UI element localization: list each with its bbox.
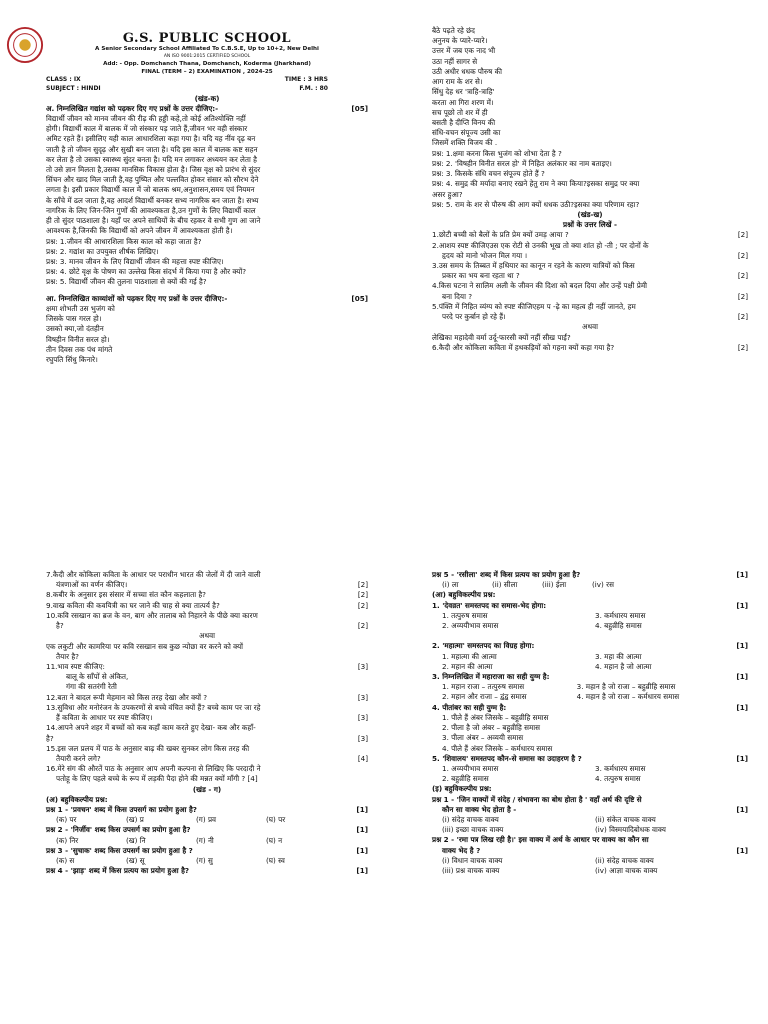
question-row: 12.बता ने बादल रूपी मेहमान को किस तरह देखा और क्यों ? [3] [46,692,368,702]
section-kha-heading: प्रश्नों के उत्तर लिखें - [562,220,617,230]
page-2 [384,0,768,512]
question-row: 7.कैदी और कोकिला कविता के आधार पर पराधीन भारत की जेलों में दी जाने वाली [46,570,261,579]
school-address: Add: - Opp. Domchanch Thana, Domchanch, Koderma (Jharkhand) [103,60,311,67]
mcq-heading: (अ) बहुविकल्पीय प्रश्न: [46,794,108,804]
question-row: परदे पर कुर्बान हो रहे हैं। [2] [442,312,748,322]
question: प्रश्न: 2. 'विषहीन विनीत सरल हो' में निहित अलंकार का नाम बताइए। [432,158,612,168]
question-row: 4.किस घटना ने सालिम अली के जीवन की दिशा को बदल दिया और उन्हें पक्षी प्रेमी [432,281,647,291]
mcq-block: प्रश्न 1 - 'प्रवचन' शब्द में किस उपसर्ग का प्रयोग हुआ है? [1] (क) पर (ख) प्र (ग) प्रव (घ) पर प्रश्न 2 - 'निर्जीव' शब्द किस उपसर्ग का प्रयोग हुआ है? [1] (क) निर (ख) नि (ग) नी (घ) न प्रश्न 3 - 'सुचाक' शब्द किस उपसर्ग का प्रयोग हुआ है ? [1] (क) स (ख) सू (ग) सु (घ) स्व प्रश्न 4 - 'झाड़' शब्द में किस प्रत्यय का प्रयोग हुआ है? [1] [46,805,368,876]
question: असर हुआ? [432,189,463,199]
school-name: G.S. PUBLIC SCHOOL [122,31,292,46]
exam-header [46,32,368,94]
question-row: हैं कविता के आधार पर स्पष्ट कीजिए। [3] [56,713,368,723]
poem-continued: बैठे पढ़ते रहे छंद अनुनय के प्यारे-प्यारे। उत्तर में जब एक नाद भी उठा नहीं सागर से उठी अधीर धधक पौरुष की आग राम के शर से। सिंधु देह धर 'त्राहि-त्राहि' करता आ गिरा शरण में। सच पूछो तो शर में ही बसती है दीप्ति विनय की संधि-वचन संपूज्य उसी का जिसमें शक्ति विजय की . [432,26,502,148]
poem-marks: [05] [351,293,368,303]
question-row: पतोहू के लिए पहले बच्चे के रूप में लड़की पैदा होने की मन्नत क्यों माँगी ? [4] [56,774,258,784]
question-row: 1.छोटी बच्ची को बैलों के प्रति प्रेम क्यों उमड़ आया ? [2] [432,230,748,240]
iso-certification: AN ISO 9001:2015 CERTIFIED SCHOOL [163,54,251,60]
question: प्रश्न: 2. गद्यांश का उपयुक्त शीर्षक लिखिए। [46,246,159,256]
question-row: बना दिया ? [2] [442,291,748,301]
page-3 [0,512,384,1024]
question-row: 15.इस जल प्रलय में पाठ के अनुसार बाढ़ की खबर सुनकर लोग किस तरह की [46,743,250,753]
class-label: CLASS : IX [46,76,81,84]
school-seal-icon [6,26,44,64]
question: प्रश्न: 5. विद्यार्थी जीवन की तुलना पाठशाला से क्यों की गई है? [46,277,207,287]
question-row: हृदय को मानो भोजन मिल गया । [2] [442,250,748,260]
question: प्रश्न: 1.क्षमा करना किस भुजंग को शोभा देता है ? [432,148,562,158]
short-answer-questions [432,230,748,322]
section-kha: (खंड-ख) [577,209,603,219]
question-row: 3.उस समय के तिब्बत में हथियार का कानून न रहने के कारण यात्रियों को किस [432,261,635,271]
question-row: गंगा की सतरंगी रेती [66,682,117,692]
mcq-heading-e: (इ) बहुविकल्पीय प्रश्न: [432,784,492,794]
poem-questions [432,149,748,210]
poem-heading: आ. निम्नलिखित काव्यांशों को पढ़कर दिए गए प्रश्नों के उत्तर दीजिए:- [46,293,228,303]
question: प्रश्न: 4. समुद्र की मर्यादा बनाए रखने हेतु राम ने क्या किया?इसका समुद्र पर क्या [432,179,640,189]
question: प्रश्न: 3. मानव जीवन के लिए विद्यार्थी जीवन की महत्ता स्पष्ट कीजिए। [46,257,224,267]
question-row: तैयार है? [56,651,79,661]
section-ka: (खंड-क) [194,93,220,103]
athva-label: अथवा [199,631,215,641]
question-row: है? [2] [56,621,368,631]
question-row: 11.भाव स्पष्ट कीजिए: [3] [46,661,368,671]
question-row: 10.कवि रसखान का ब्रज के वन, बाग और तालाब को निहारने के पीछे क्या कारण [46,610,258,620]
question-row: 14.आपने अपने शहर में बच्चों को कब कहाँ काम करते हुए देखा- कब और कहाँ- [46,723,256,733]
question-row: है? [3] [46,733,368,743]
exam-title: FINAL (TERM – 2) EXAMINATION , 2024-25 [141,68,273,75]
section-ga: (खंड - ग) [192,784,222,794]
question-row: 16.मेरे संग की औरतें पाठ के अनुसार आप अपनी कल्पना से लिखिए कि परदादी ने [46,764,261,774]
question: प्रश्न: 4. छोटे वृक्ष के पोषण का उल्लेख किस संदर्भ में किया गया है और क्यों? [46,267,247,277]
passage-questions [46,237,368,288]
time-label: TIME : 3 HRS [284,76,328,84]
question-row: 9.वाख कविता की कवयित्री का घर जाने की चाह से क्या तात्पर्य है? [2] [46,600,368,610]
athva-label: अथवा [582,322,598,332]
mcq-heading: (आ) बहुविकल्पीय प्रश्न: [432,590,496,600]
poem: क्षमा शोभती उस भुजंग को जिसके पास गरल हो। उसको क्या,जो दंतहीन विषहीन विनीत सरल हो। तीन दिवस तक पंथ मांगते रघुपति सिंधु किनारे। [46,303,115,364]
question-row: तैयारी करने लगे? [4] [56,753,368,763]
page-4: प्रश्न 5 - 'रसीला' शब्द में किस प्रत्यय का प्रयोग हुआ है? [1] (i) ला (ii) सीला (iii) ईला (iv) रस (आ) बहुविकल्पीय प्रश्न: 1. 'देवव्रत' समस्तपद का समास-भेद होगा: [1] 1. तत्पुरुष समास 3. कर्मधारय समास 2. अव्ययीभाव समास 4. बहुव्रीहि समास 2. 'महात्मा' समस्तपद का विग्रह होगा: [1] 1. महात्मा की आत्मा 3. महा की आत्मा 2. महान की आत्मा 4. महान है जो आत्मा 3. निम्नलिखित में महाराजा का सही युग्म है: [1] 1. महान राजा – तत्पुरुष समास 3. महान है जो राजा – बहुव्रीहि समास 2. महान और राजा – द्वंद्व समास 4. महान है जो राजा – कर्मधारय समास 4. पीतांबर का सही युग्म है: [1] 1. पीले हैं अंबर जिसके – बहुव्रीहि समास 2. पीला है जो अंबर – बहुव्रीहि समास 3. पीला अंबर – अव्ययी समास 4. पीले हैं अंबर जिसके – कर्मधारय समास 5. 'शिवालय' समस्तपद कौन-से समास का उदाहरण है ? [1] 1. अव्ययीभाव समास 3. कर्मधारय समास 2. बहुव्रीहि समास 4. तत्पुरुष समास (इ) बहुविकल्पीय प्रश्न: प्रश्न 1 - 'जिन वाक्यों में संदेह / संभावना का बोध होता है ' वहाँ अर्थ की दृष्टि से कौन सा वाक्य भेद होता है - [1] (i) संदेह वाचक वाक्य (ii) संकेत वाचक वाक्य (iii) इच्छा वाचक वाक्य (iv) विस्मयादिबोधक वाक्य प्रश्न 2 - 'रमा पत्र लिख रही है।' इस वाक्य में अर्थ के आधार पर वाक्य का कौन सा वाक्य भेद है ? [1] (i) विधान वाचक वाक्य (ii) संदेह वाचक वाक्य (iii) प्रश्न वाचक वाक्य (iv) आज्ञा वाचक वाक्य [432,570,748,876]
question-row: लेखिका महादेवी वर्मा उर्दू-फारसी क्यों नहीं सीख पाईं? [432,332,571,342]
question-row: प्रकार का भय बना रहता था ? [2] [442,271,748,281]
page-1 [0,0,384,512]
question-row: प्रश्न 5 - 'रसीला' शब्द में किस प्रत्यय का प्रयोग हुआ है? [1] [432,570,748,579]
passage: विद्यार्थी जीवन को मानव जीवन की रीढ़ की हड्डी कहे,तो कोई अतिश्योक्ति नहीं होगी। विद्यार्थी काल में बालक में जो संस्कार पड़ जाते हैं,जीवन भर वही संस्कार अमिट रहते हैं। इसीलिए यही काल आधारशिला कहा गया है। यदि यह नींव दृढ़ बन जाती है तो जीवन सुदृढ़ और सुखी बन जाता है। यदि इस काल में बालक कष्ट सहन कर लेता है तो उसका स्वास्थ्य सुंदर बनता है। यदि मन लगाकर अध्ययन कर लेता है तो उसे ज्ञान मिलता है,उसका मानसिक विकास होता है। जिस वृक्ष को प्रारंभ से सुंदर सिंचन और खाद मिल जाती है,वह पुष्पित और पल्लवित होकर संसार को सौरभ देने लगता है। इसी प्रकार विद्यार्थी काल में जो बालक श्रम,अनुशासन,समय एवं नियमन के साँचे में ढल जाता है,वह आदर्श विद्यार्थी बनकर सभ्य नागरिक बन जाता है। सभ्य नागरिक के लिए जिन-जिन गुणों की आवश्यकता है,उन गुणों के लिए विद्यार्थी काल ही तो सुंदर पाठशाला है। यहाँ पर अपने साथियों के बीच रहकर वे सभी गुण आ जाने आवश्यक है,जिनकी कि विद्यार्थी को अपने जीवन में आवश्यकता होती है। [46,113,261,236]
question-row: एक लकुटी और कामरिया पर कवि रसखान सब कुछ न्योछा वर करने को क्यों [46,641,244,651]
question-row: 13.सुविधा और मनोरंजन के उपकरणों से बच्चे वंचित क्यों हैं? बच्चे काम पर जा रहे [46,702,261,712]
question-row: बालू के साँपों से अंकित, [66,672,129,682]
affiliation: A Senior Secondary School Affiliated To C.B.S.E, Up to 10+2, New Delhi [95,46,319,53]
question: प्रश्न: 1.जीवन की आधारशिला किस काल को कहा जाता है? [46,236,202,246]
question-row: यंत्रणाओं का वर्णन कीजिए। [2] [56,580,368,590]
question: प्रश्न: 3. किसके संधि वचन संपूज्य होते हैं ? [432,169,545,179]
passage-marks: [05] [351,103,368,113]
passage-heading: अ. निम्नलिखित गद्यांश को पढ़कर दिए गए प्रश्नों के उत्तर दीजिए:- [46,103,219,113]
question-row: 5.पंक्ति में निहित व्यंग्य को स्पष्ट कीजिएहम प -ढ़े का महत्व ही नहीं जानते, हम [432,301,636,311]
question-row: 6.कैदी और कोकिला कविता में हथकड़ियों को गहना क्यों कहा गया है? [2] [432,342,748,352]
question: प्रश्न: 5. राम के शर से पौरुष की आग क्यों धधक उठी?इसका क्या परिणाम रहा? [432,199,640,209]
marks-label: F.M. : 80 [299,85,328,92]
question-row: 8.कबीर के अनुसार इस संसार में सच्चा संत कौन कहलाता है? [2] [46,590,368,600]
question-row: 2.आशय स्पष्ट कीजिएउस एक रोटी से उनकी भूख तो क्या शांत हो -ती ; पर दोनों के [432,240,649,250]
subject-label: SUBJECT : HINDI [46,85,101,92]
